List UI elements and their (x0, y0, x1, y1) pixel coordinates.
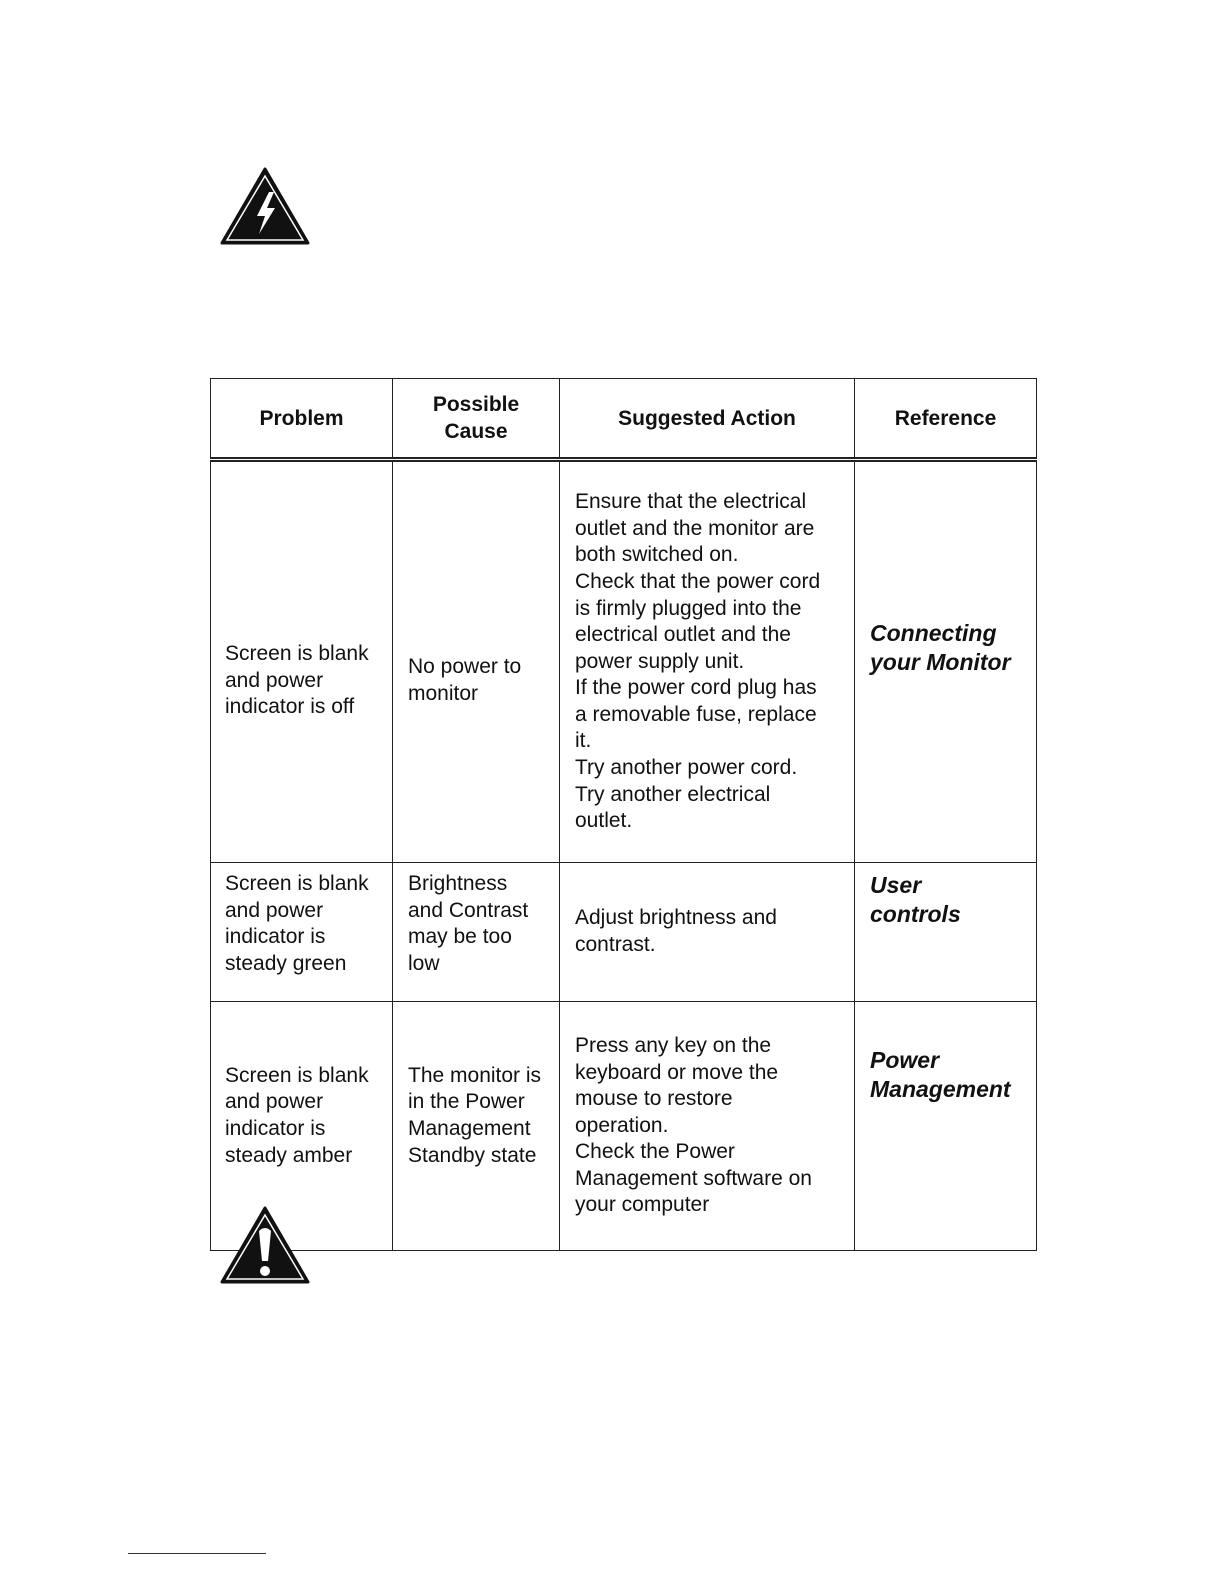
table-row (211, 863, 1037, 1002)
action-cell: Ensure that the electrical outlet and the monitor are both switched on. Check that the power cord is firmly plugged into the electrical outlet and the power supply unit. If the power cord plug has a removable fuse, replace it. Try another power cord. Try another electrical outlet. (560, 460, 855, 863)
cause-cell: The monitor is in the Power Management Standby state (393, 1002, 560, 1251)
electrical-hazard-icon (219, 166, 311, 246)
footer-link-rule (128, 1552, 266, 1554)
table-header-row (211, 379, 1037, 460)
reference-cell: User controls (855, 863, 1037, 1002)
action-cell: Press any key on the keyboard or move the mouse to restore operation. Check the Power Management software on your computer (560, 1002, 855, 1251)
header-possible-cause: Possible Cause (393, 379, 560, 460)
problem-cell: Screen is blank and power indicator is off (211, 460, 393, 863)
header-problem: Problem (211, 379, 393, 460)
problem-cell: Screen is blank and power indicator is steady amber (211, 1002, 393, 1251)
reference-cell: Power Management (855, 1002, 1037, 1251)
action-cell: Adjust brightness and contrast. (560, 863, 855, 1002)
troubleshooting-table (210, 378, 1037, 1251)
cause-cell: No power to monitor (393, 460, 560, 863)
reference-cell: Connecting your Monitor (855, 460, 1037, 863)
cause-cell: Brightness and Contrast may be too low (393, 863, 560, 1002)
table-row (211, 460, 1037, 863)
problem-cell: Screen is blank and power indicator is steady green (211, 863, 393, 1002)
header-reference: Reference (855, 379, 1037, 460)
exclamation-caution-icon (219, 1205, 311, 1285)
table-row (211, 1002, 1037, 1251)
header-suggested-action: Suggested Action (560, 379, 855, 460)
